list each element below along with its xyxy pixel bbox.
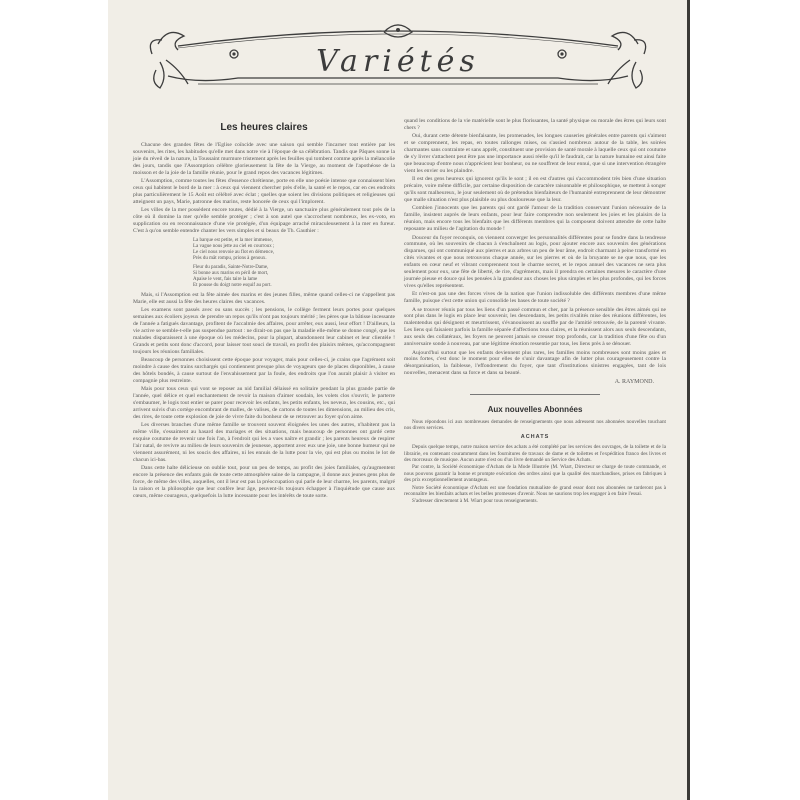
poem-line: Fleur du paradis, Sainte-Notre-Dame, <box>193 264 269 270</box>
section-title: Variétés <box>316 44 480 79</box>
article-paragraph: quand les conditions de la vie matérielle sont le plus florissantes, la santé physique ou morale des êtres qui leurs sont chers ? <box>404 118 666 131</box>
poem-verse <box>193 238 395 289</box>
poem-line: La vague nous jette au ciel en courroux ; <box>193 243 275 249</box>
poem-line: Si bonne aux marins en péril de mort, <box>193 270 269 276</box>
article-title: Les heures claires <box>220 122 308 133</box>
article-paragraph: Mais pour tous ceux qui vont se reposer au nid familial délaissé en solitaire pendant la plus grande partie de l'année, quel délice et quel enchantement de revoir la maison d'aimer soudain, les volets clos s'ouvrir, le parterre s'embaumer, le logis tout entier se parer pour recevoir les enfants, les petits enfants, les neveux, les cousins, etc., qui arrivent suivis d'un cortège encombrant de malles, de valises, de cartons de toutes les dimensions, au milieu des cris, des rires, de toute cette explosion de joie de vivre faite du bonheur de se retrouver au foyer qu'on aime. <box>133 386 395 420</box>
right-column <box>404 118 666 506</box>
article-paragraph: Dans cette halte délicieuse on oublie tout, pour un peu de temps, au profit des joies familiales, qu'augmentent encore la présence des enfants gais de toute cette atmosphère saine de la campagne, il donne aux jeunes gens plus de force, de même des villes, auquelles, ont il leur est pas la préoccupation qui parle de leur charme, les parents, malgré la raison et la philosophie que leur confère leur âge, peuvent-ils toujours échapper à l'inquiétude que cause aux cœurs, même courageux, quelquefois la lutte incessante pour les intérêts de toute sorte. <box>133 465 395 499</box>
poem-stanza <box>193 238 395 262</box>
article-paragraph: Mais, si l'Assomption est la fête aimée des marins et des jeunes filles, même quand celles-ci ne s'appellent pas Marie, elle est aussi la fête des heures claires des vacances. <box>133 291 395 305</box>
subscribers-section-title: Aux nouvelles Abonnées <box>487 405 583 415</box>
poem-line: Apaise le vent, fais taire la lame <box>193 276 258 282</box>
article-paragraph: Combien j'innocents que les parents qui ont gardé l'amour de la tradition conservant l'union nécessaire de la famille, insistent auprès de leurs enfants, pour leur faire comprendre non seulement les joies et les plaisirs de la réunion, mais encore tous les bienfaits que les différents membres qui la composent doivent attendre de cette halte reposante au milieu de l'agitation du monde ! <box>404 205 666 233</box>
achats-subsection-title: ACHATS <box>520 434 550 441</box>
left-column <box>133 118 395 501</box>
poem-line: Et pousse du doigt notre esquif au port. <box>193 282 272 288</box>
newspaper-page <box>108 0 690 800</box>
poem-stanza <box>193 265 395 289</box>
article-paragraph: Douceur du foyer reconquis, on viennent converger les personnalités différentes pour se fondre dans la tendresse commune, où les souvenirs de chacun à s'enchaînent au logis, pour ajouter encore aux souvenirs des générations disparues, qui ont communiqué aux pierres et aux arbres un peu de leur âme, endroit charmant à peine transformé en cités vivantes et que nous retrouvons chaque année, sur les pierres et où de la bruyante se ne que nous, que les enfants en cœur neuf et vibrant comprennent tout le charme secret, et le repos annuel des vacances ne sera plus seulement pour eux, une fête de liberté, de rire, d'agréments, mais il prendra en certaines mesures le caractère d'une journée pieuse et douce qui les pensées à la grandeur aux choses les plus simples et les plus profondes, qui les forces vives qu'elles représentent. <box>404 234 666 289</box>
subscribers-paragraph: Notre Société économique d'Achats est une fondation mutualiste de grand essor dont nos abonnées ne tarderont pas à reconnaître les bienfaits achats et les belles promesses d'avenir. Nous ne saurions trop les engager à en faire l'essai. <box>404 484 666 497</box>
article-paragraph: Oui, durant cette détente bienfaisante, les promenades, les longues causeries générales entre parents qui s'aiment et se comprennent, les repas, en toutes rallonges mises, ou s'assied nombreux autour de la table, les soirées charmantes sans contrainte et sans apprêt, constituent une provision de santé morale à laquelle ceux qui ont coutume de s'y livrer s'attachent peut être pas une importance aussi réelle qu'il le faudrait, car la nature humaine est ainsi faite que beaucoup d'entre nous n'apprécient leur bonheur, ou ne souffrent de leur ennui, que si une intervention étrangère vient les envier ou les plaindre. <box>404 133 666 174</box>
poem-line: Près du mât rompu, prions à genoux. <box>193 255 267 261</box>
subscribers-intro: Nous répondons ici aux nombreuses demandes de renseignements que nous adressent nos abonnées nouvelles touchant nos divers services. <box>404 419 666 432</box>
poem-line: La barque est petite, et la mer immense, <box>193 237 273 243</box>
article-paragraph: L'Assomption, comme toutes les fêtes d'essence chrétienne, porte en elle une poésie intense que connaissent bien ceux qui habitent le bord de la mer : à ceux qui viennent chercher près d'elle, la santé et le repos, car en ces endroits plus particulièrement le 15 Août est célébré avec éclat ; quelles que soient les divisions politiques et religieuses qui atteignent un pays, Marie, patronne des marins, reste honorée de ceux qui l'implorent. <box>133 178 395 205</box>
article-paragraph: A se trouver réunis par tous les liens d'un passé commun et cher, par la présence sensible des êtres aimés qui ne sont plus dans le logis en place leur souvenir, les descendants, les petits rivalités mise des réunions différentes, les malentendus qui désignent et meurtrissent, s'évanouissent au souffle par de l'amitié retrouvée, de la parenté vivante. Les liens qui faisaient parfois la famille séparée d'affections tous claires, et la réunissent alors aux seuls descendants, aux seuls des collatéraux, les foyers ne peuvent jamais se creuser trop profonds, car la tradition d'une fête ou d'un anniversaire sonde à nouveau, par une légitime émotion ressentie par tous, les liens près à se dénouer. <box>404 306 666 348</box>
article-paragraph: Chacune des grandes fêtes de l'Eglise coïncide avec une saison qui semble l'incarner tout entière par les souvenirs, les rites, les habitudes qu'elle met dans notre vie à l'époque de sa célébration. Tandis que Pâques sonne la joie du réveil de la nature, la Toussaint murmure tristement après les feuilles qui tombent comme après la mélancolie des jours, tandis que l'Assomption célèbre glorieusement la fête de la Vierge, au moment de l'apothéose de la moisson et de la joie de la famille réunie, pour le grand repos des vacances légitimes. <box>133 142 395 176</box>
article-author: A. RAYMOND. <box>614 379 654 386</box>
article-paragraph: Et n'est-on pas une des forces vives de la nation que l'union indissoluble des différents membres d'une même famille, puisque c'est cette union qui consolide les bases de toute société ? <box>404 291 666 305</box>
varietes-header-banner <box>138 14 658 96</box>
article-paragraph: Beaucoup de personnes choisissent cette époque pour voyager, mais pour celles-ci, je crains que l'agrément soit moindre à cause des trains surchargés qui contiennent presque plus de voyageurs que de places disponibles, à cause des hôtels bondés, à cause surtout de l'envahissement par la foule, des endroits que l'on aurait plaisir à visiter en compagnie plus restreinte. <box>133 356 395 384</box>
scan-margin <box>690 0 800 800</box>
article-paragraph: Les villes de la mer possèdent encore toutes, dédié à la Vierge, un sanctuaire plus généralement tout près de la côte où il domine la mer qu'elle semble protéger ; c'est à son autel que s'accrochent nombreux, les ex-voto, en supplication ou en reconnaissance d'une vie protégée, d'un équipage arraché miraculeusement à la mer en fureur. C'est à qu'on semble entendre chanter les vers simples et si beaux de Th. Gauthier : <box>133 207 395 234</box>
article-paragraph: Les examens sont passés avec ou sans succès ; les pensions, le collège ferment leurs portes pour quelques semaines aux écoliers joyeux de prendre un repos qu'ils n'ont pas toujours mérité ; les pères que la bâtisse incessante de l'année a fatigués davantage, profitent de l'accalmie des affaires, pour arrêter, eux aussi, leur effort ! D'ailleurs, la vie active se semble-t-elle pas suspendue partout : ne dirait-on pas que la maladie elle-même se donne congé, que les malades disparaissent à une époque où les médecins, pour la plupart, abandonnent leur cabinet et leur clientèle ! Grands et petits sont donc d'accord, pour laisser tout souci de travail, en profit des plaisirs mêmes, qu'accompagnent toujours les réunions familiales. <box>133 307 395 355</box>
subscribers-paragraph: Depuis quelque temps, notre maison service des achats a été complété par les services des ouvrages, de la toilette et de la librairie, en contenant couramment dans les fournitures de travaux de dame et de toilettes et l'expédition franco des livres et des morceaux de musique. Aucun autre n'est ou d'un livre demandé un Service des Achats. <box>404 444 666 463</box>
article-paragraph: Les diverses branches d'une même famille se trouvent souvent éloignées les unes des autres, n'habitent pas la même ville, s'essaiment au hasard des mariages et des situations, mais beaucoup de personnes ont gardé cette exquise coutume de revenir une fois l'an, à l'endroit qui les a vues naître et grandir ; les parents heureux de respirer l'air natal, de revivre au milieu de leurs souvenirs de jeunesse, apportent avec eux une joie, une bonne humeur qui ne viennent assurément, ni les soucis des affaires, ni les ennuis de la lutte pour la vie, qui est plus ou moins le lot de chacun ici-bas. <box>133 422 395 463</box>
subscribers-paragraph: S'adresser directement à M. Wiart pour tous renseignements. <box>412 498 538 505</box>
subscribers-paragraph: Par contre, la Société économique d'Achats de la Mode Illustrée (M. Wiart, Directeur se charge de toute commande, et nous pouvons garantir la bonne et prompte exécution des ordres ainsi que la qualité des marchandises, prises en fabriques à des prix exceptionnellement avantageux. <box>404 464 666 483</box>
article-paragraph: Aujourd'hui surtout que les enfants deviennent plus rares, les familles moins nombreuses sont moins gaies et moins fortes, c'est donc le moment pour elles de s'unir davantage afin de lutter plus courageusement contre la désorganisation, la faiblesse, l'effondrement du foyer, que tant d'institutions sinistres engagées, tant de lois nouvelles, menacent dans sa force et dans sa beauté. <box>404 349 666 377</box>
section-divider <box>470 394 600 395</box>
article-paragraph: Il est des gens heureux qui ignorent qu'ils le sont ; il en est d'autres qui s'accommodent très bien d'une situation précaire, voire même difficile, par certaine disposition de caractère raisonnable et philosophique, se mettent à songer qu'ils sont malheureux, le jour seulement où de prétendus bienfaiteurs de l'humanité entreprennent de leur démontrer que malle situation n'est plus plaisible ou plus douloureuse que la leur. <box>404 176 666 203</box>
poem-line: Le ciel nous renvoie au flot en démence, <box>193 249 275 255</box>
